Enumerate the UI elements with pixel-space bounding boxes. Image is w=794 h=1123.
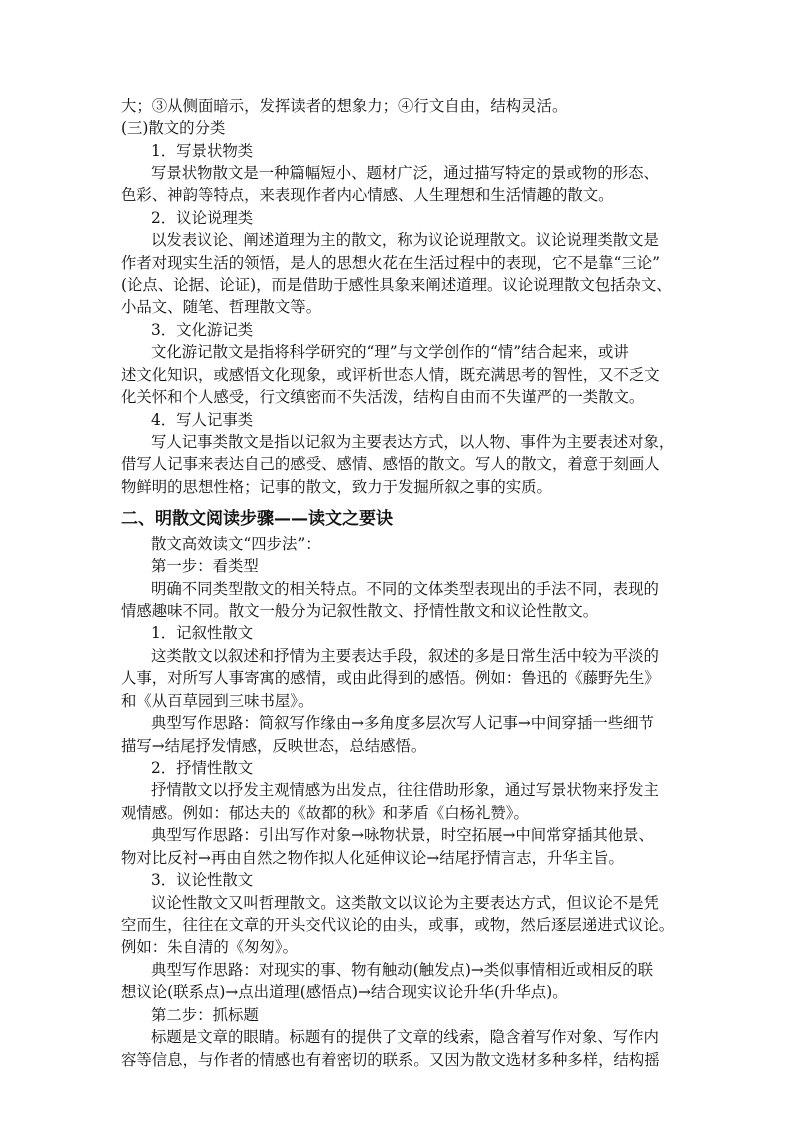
section-heading: 二、明散文阅读步骤——读文之要诀 bbox=[121, 509, 393, 529]
item-heading: 1．记叙性散文 bbox=[151, 624, 254, 642]
text-line: 大；③从侧面暗示，发挥读者的想象力；④行文自由，结构灵活。 bbox=[121, 97, 568, 115]
item-heading: 1．写景状物类 bbox=[151, 142, 254, 160]
text-line: 容等信息，与作者的情感也有着密切的联系。又因为散文选材多种多样，结构摇 bbox=[121, 1051, 660, 1069]
text-line: 典型写作思路：对现实的事、物有触动(触发点)→类似事情相近或相反的联 bbox=[151, 961, 654, 979]
text-line: 情感趣味不同。散文一般分为记叙性散文、抒情性散文和议论性散文。 bbox=[121, 602, 599, 620]
text-line: 明确不同类型散文的相关特点。不同的文体类型表现出的手法不同，表现的 bbox=[151, 580, 659, 598]
item-heading: 2．议论说理类 bbox=[151, 209, 254, 227]
text-line: 作者对现实生活的领悟，是人的思想火花在生活过程中的表现，它不是靠“三论” bbox=[121, 254, 661, 272]
text-line: 描写→结尾抒发情感，反映世态，总结感悟。 bbox=[121, 737, 427, 755]
text-line: 以发表议论、阐述道理为主的散文，称为议论说理散文。议论说理类散文是 bbox=[151, 231, 659, 249]
item-heading: 4．写人记事类 bbox=[151, 411, 254, 429]
item-heading: 3．文化游记类 bbox=[151, 321, 254, 339]
text-line: 写人记事类散文是指以记叙为主要表达方式，以人物、事件为主要表述对象， bbox=[151, 433, 675, 451]
text-line: 想议论(联系点)→点出道理(感悟点)→结合现实议论升华(升华点)。 bbox=[121, 983, 568, 1001]
text-line: 写景状物散文是一种篇幅短小、题材广泛，通过描写特定的景或物的形态、 bbox=[151, 164, 659, 182]
text-line: 述文化知识，或感悟文化现象，或评析世态人情，既充满思考的智性，又不乏文 bbox=[121, 366, 660, 384]
text-line: 物对比反衬→再由自然之物作拟人化延伸议论→结尾抒情言志，升华主旨。 bbox=[121, 849, 624, 867]
step-heading: 第一步：看类型 bbox=[151, 557, 259, 575]
text-line: 观情感。例如：郁达夫的《故都的秋》和茅盾《白杨礼赞》。 bbox=[121, 804, 529, 822]
text-line: 例如：朱自清的《匆匆》。 bbox=[121, 938, 298, 956]
text-line: 和《从百草园到三味书屋》。 bbox=[121, 692, 314, 710]
text-line: 这类散文以叙述和抒情为主要表达手段，叙述的多是日常生活中较为平淡的 bbox=[151, 647, 659, 665]
text-line: 散文高效读文“四步法”： bbox=[151, 535, 321, 553]
text-line: 小品文、随笔、哲理散文等。 bbox=[121, 298, 322, 316]
text-line: 人事，对所写人事寄寓的感情，或由此得到的感悟。例如：鲁迅的《藤野先生》 bbox=[121, 669, 660, 687]
text-line: 化关怀和个人感受，行文缜密而不失活泼，结构自由而不失谨严的一类散文。 bbox=[121, 388, 645, 406]
text-line: 议论性散文又叫哲理散文。这类散文以议论为主要表达方式，但议论不是凭 bbox=[151, 894, 659, 912]
item-heading: 2．抒情性散文 bbox=[151, 759, 254, 777]
text-line: 典型写作思路：引出写作对象→咏物状景，时空拓展→中间常穿插其他景、 bbox=[151, 826, 654, 844]
text-line: 抒情散文以抒发主观情感为出发点，往往借助形象，通过写景状物来抒发主 bbox=[151, 781, 659, 799]
subsection-heading: (三)散文的分类 bbox=[121, 119, 226, 137]
text-line: 物鲜明的思想性格；记事的散文，致力于发掘所叙之事的实质。 bbox=[121, 478, 552, 496]
text-line: (论点、论据、论证)，而是借助于感性具象来阐述道理。议论说理散文包括杂文、 bbox=[121, 276, 672, 294]
item-heading: 3．议论性散文 bbox=[151, 871, 254, 889]
text-line: 标题是文章的眼睛。标题有的提供了文章的线索，隐含着写作对象、写作内 bbox=[151, 1028, 659, 1046]
text-line: 空而生，往往在文章的开头交代议论的由头，或事，或物，然后逐层递进式议论。 bbox=[121, 916, 675, 934]
text-line: 色彩、神韵等特点，来表现作者内心情感、人生理想和生活情趣的散文。 bbox=[121, 186, 614, 204]
text-line: 文化游记散文是指将科学研究的“理”与文学创作的“情”结合起来，或讲 bbox=[151, 343, 629, 361]
step-heading: 第二步：抓标题 bbox=[151, 1006, 259, 1024]
text-line: 典型写作思路：简叙写作缘由→多角度多层次写人记事→中间穿插一些细节 bbox=[151, 714, 654, 732]
text-line: 借写人记事来表达自己的感受、感情、感悟的散文。写人的散文，着意于刻画人 bbox=[121, 455, 660, 473]
